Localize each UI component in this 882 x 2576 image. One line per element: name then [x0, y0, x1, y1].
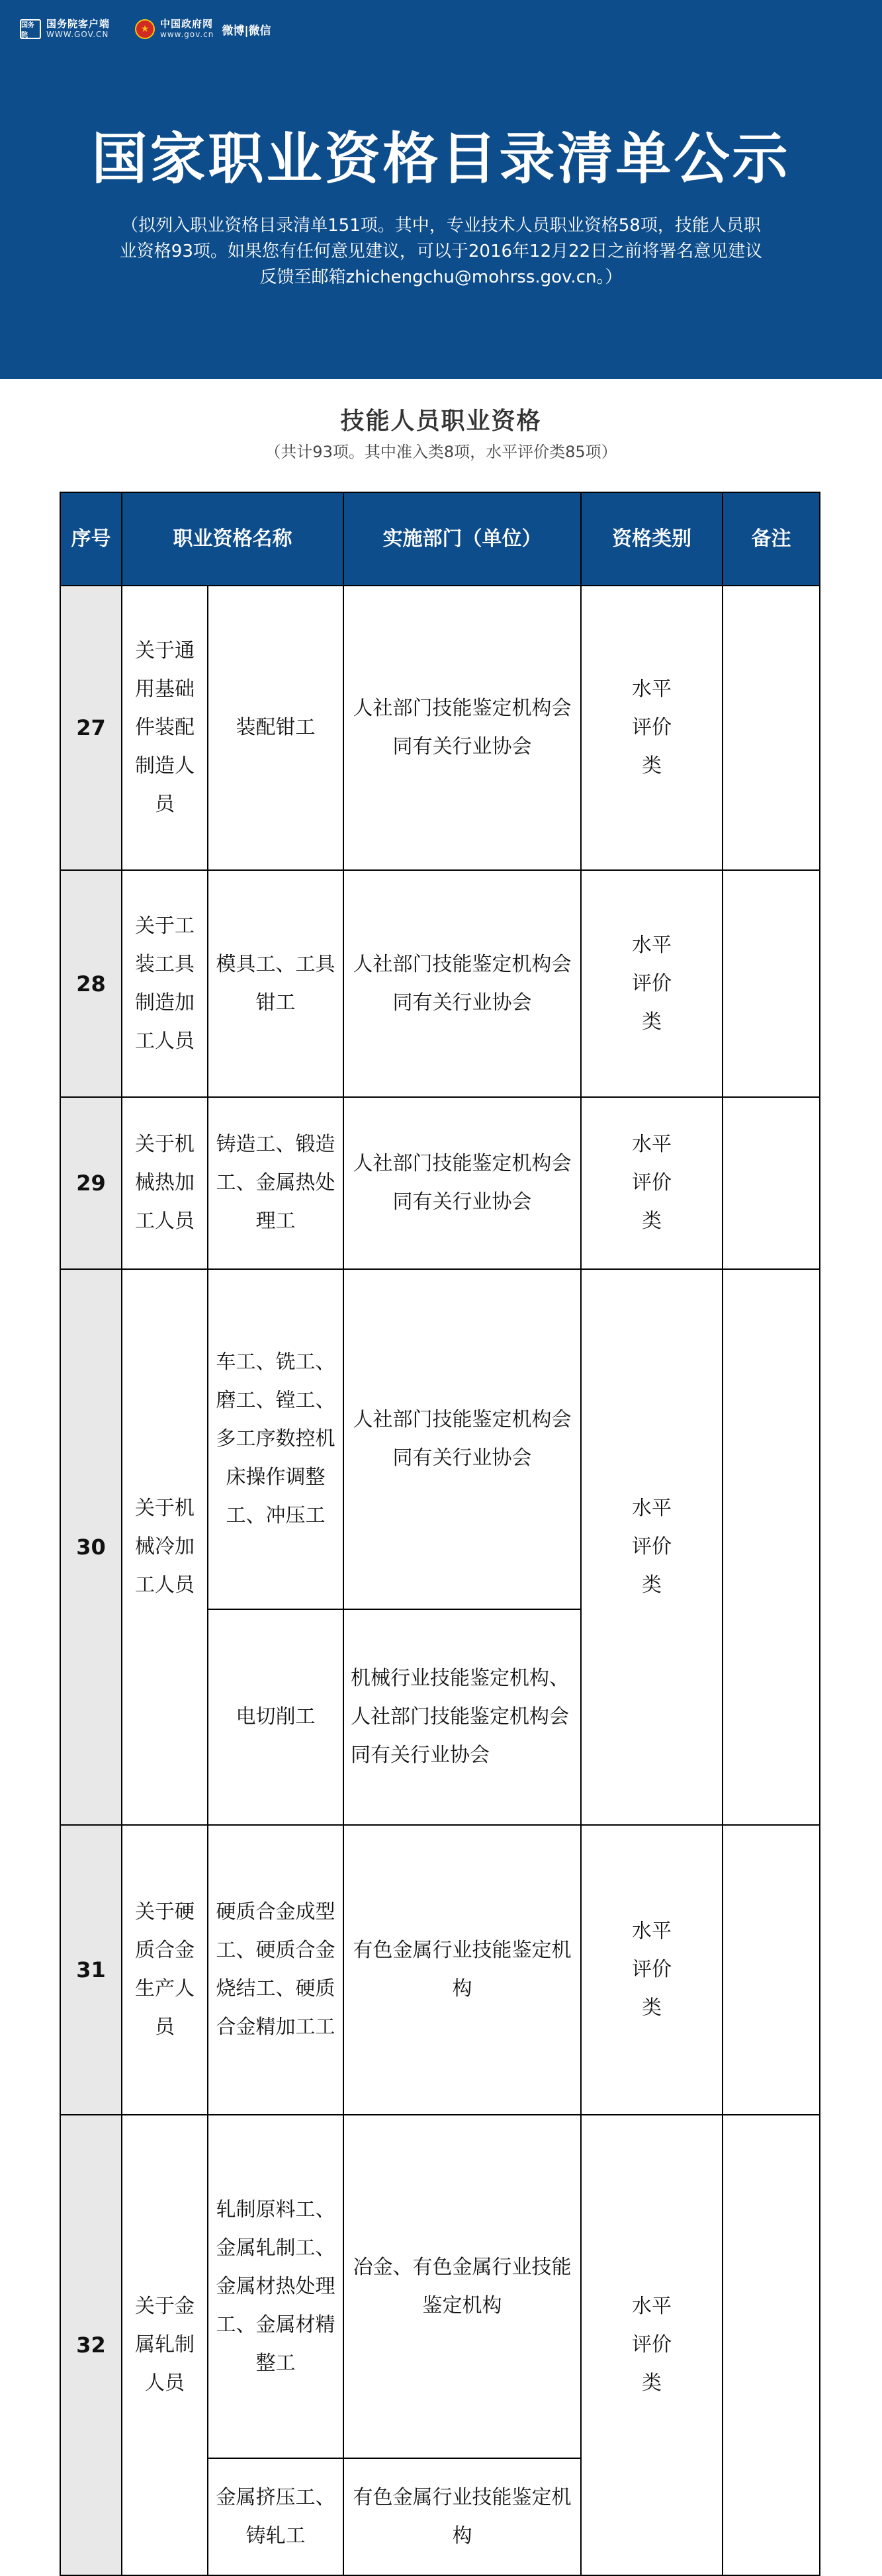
row-category-text: 水平评价类 — [632, 678, 672, 777]
header-seq: 序号 — [60, 492, 122, 586]
row-dept-text: 人社部门技能鉴定机构会同有关行业协会 — [353, 1408, 572, 1470]
row-category-text: 水平评价类 — [632, 1497, 672, 1597]
row-dept-text: 人社部门技能鉴定机构会同有关行业协会 — [353, 952, 572, 1014]
row-names-text: 装配钳工 — [236, 716, 316, 739]
row-names — [207, 869, 344, 1098]
row-group-text: 关于通用基础件装配制造人员 — [135, 639, 195, 816]
state-council-logo[interactable] — [46, 19, 110, 40]
row-group — [121, 1096, 208, 1270]
header-banner — [0, 0, 882, 379]
row-dept — [343, 1268, 582, 1610]
row-category-text: 水平评价类 — [632, 1133, 672, 1233]
row-dept — [343, 1096, 582, 1270]
row-category — [580, 1268, 723, 1826]
row-names-text: 铸造工、锻造工、金属热处理工 — [216, 1133, 335, 1233]
row-category — [580, 1096, 723, 1270]
row-group-text: 关于硬质合金生产人员 — [135, 1900, 195, 2039]
section-title: 技能人员职业资格 — [340, 408, 542, 435]
header-note: 备注 — [722, 492, 820, 586]
row-note — [722, 1096, 820, 1270]
state-council-app-icon[interactable]: 国务院 — [20, 19, 41, 39]
row-names — [207, 1268, 344, 1610]
row-dept — [343, 2114, 582, 2459]
row-dept-text: 有色金属行业技能鉴定机构 — [353, 1939, 572, 2000]
logo-bar — [20, 16, 271, 42]
row-group-text: 关于机械热加工人员 — [135, 1133, 195, 1233]
row-seq: 29 — [60, 1096, 122, 1270]
row-note — [722, 869, 820, 1098]
page-title: 国家职业资格目录清单公示 — [91, 126, 791, 191]
row-seq: 31 — [60, 1824, 122, 2115]
row-names-text: 轧制原料工、金属轧制工、金属材热处理工、金属材精整工 — [216, 2198, 335, 2375]
row-group-text: 关于机械冷加工人员 — [135, 1497, 195, 1597]
row-group — [121, 1824, 208, 2115]
row-names-sub — [207, 2458, 344, 2576]
row-names — [207, 585, 344, 871]
row-group-text: 关于金属轧制人员 — [135, 2295, 195, 2395]
row-note — [722, 1268, 820, 1826]
header-name: 职业资格名称 — [121, 492, 344, 586]
header-dept: 实施部门（单位） — [343, 492, 582, 586]
row-category — [580, 869, 723, 1098]
logo-name: 国务院客户端 — [46, 18, 110, 30]
row-dept-text: 人社部门技能鉴定机构会同有关行业协会 — [353, 697, 572, 758]
row-group-text: 关于工装工具制造加工人员 — [135, 914, 195, 1053]
row-dept-text: 人社部门技能鉴定机构会同有关行业协会 — [353, 1152, 572, 1214]
logo-url: WWW.GOV.CN — [46, 30, 109, 39]
row-note — [722, 1824, 820, 2115]
gov-name: 中国政府网 — [160, 18, 214, 30]
row-seq: 27 — [60, 585, 122, 871]
row-dept-text: 机械行业技能鉴定机构、人社部门技能鉴定机构会同有关行业协会 — [351, 1667, 569, 1767]
row-dept-sub — [343, 2458, 582, 2576]
social-links[interactable]: 微博|微信 — [222, 24, 271, 38]
row-category — [580, 2114, 723, 2576]
gov-url: www.gov.cn — [160, 30, 214, 39]
row-names-text: 金属挤压工、铸轧工 — [216, 2485, 335, 2548]
row-names — [207, 2114, 344, 2459]
row-category-text: 水平评价类 — [632, 2295, 672, 2395]
row-dept-text: 冶金、有色金属行业技能鉴定机构 — [353, 2255, 572, 2317]
header-category: 资格类别 — [580, 492, 723, 586]
gov-logo[interactable] — [160, 19, 214, 40]
intro-text: （拟列入职业资格目录清单151项。其中，专业技术人员职业资格58项，技能人员职业资格93项。如果您有任何意见建议，可以于2016年12月22日之前将署名意见建议反馈至邮箱zhichengchu@mohrss.gov.cn。） — [119, 216, 763, 287]
row-seq: 28 — [60, 869, 122, 1098]
row-names-text: 模具工、工具钳工 — [216, 952, 335, 1014]
row-category-text: 水平评价类 — [632, 933, 672, 1034]
row-names-sub — [207, 1609, 344, 1826]
row-dept-text: 有色金属行业技能鉴定机构 — [353, 2485, 572, 2548]
row-seq: 30 — [60, 1268, 122, 1826]
row-dept — [343, 1824, 582, 2115]
row-category — [580, 1824, 723, 2115]
row-names — [207, 1824, 344, 2115]
row-category-text: 水平评价类 — [632, 1920, 672, 2020]
row-group — [121, 585, 208, 871]
section-subtitle: （共计93项。其中准入类8项，水平评价类85项） — [265, 443, 617, 461]
row-note — [722, 585, 820, 871]
row-dept — [343, 869, 582, 1098]
row-names — [207, 1096, 344, 1270]
row-group — [121, 1268, 208, 1826]
row-dept-sub — [343, 1609, 582, 1826]
row-group — [121, 2114, 208, 2576]
row-dept — [343, 585, 582, 871]
national-emblem-icon: ★ — [135, 19, 155, 39]
row-names-text: 硬质合金成型工、硬质合金烧结工、硬质合金精加工工 — [216, 1900, 335, 2039]
row-seq: 32 — [60, 2114, 122, 2576]
row-group — [121, 869, 208, 1098]
row-names-text: 电切削工 — [236, 1705, 316, 1728]
row-category — [580, 585, 723, 871]
row-note — [722, 2114, 820, 2576]
row-names-text: 车工、铣工、磨工、镗工、多工序数控机床操作调整工、冲压工 — [216, 1351, 335, 1527]
